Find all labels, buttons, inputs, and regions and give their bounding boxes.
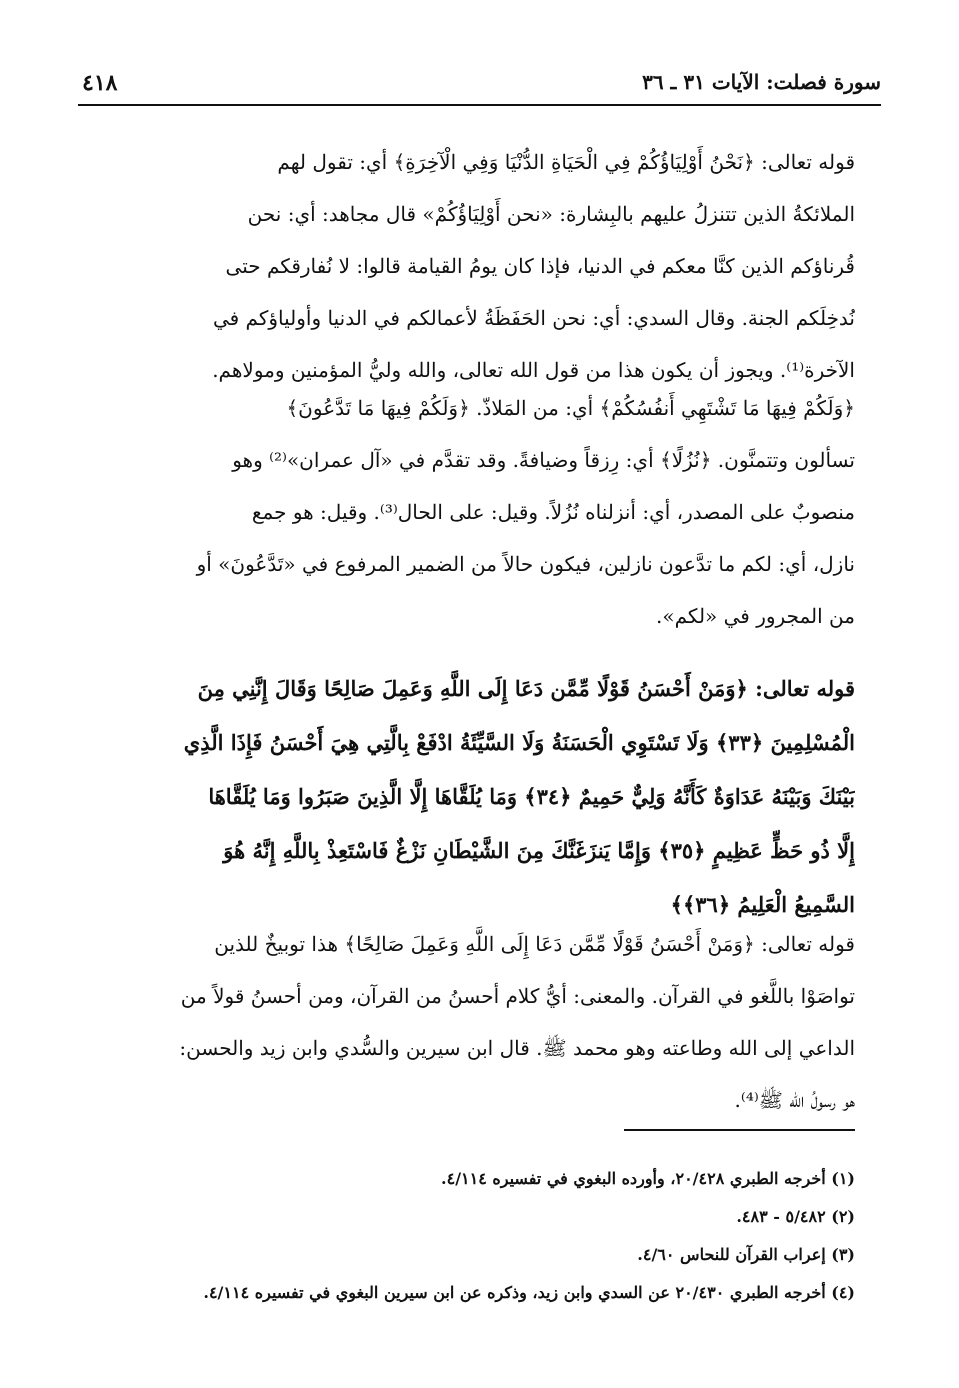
verse-line: إِلَّا ذُو حَظٍّ عَظِيمٍ ﴿٣٥﴾ وَإِمَّا يَنزَغَنَّكَ مِنَ الشَّيْطَانِ نَزْغٌ فَاسْتَعِذْ بِاللَّهِ إِنَّهُ هُوَ [223, 838, 855, 863]
page-number: ٤١٨ [82, 70, 118, 96]
footnote-divider [624, 1129, 855, 1131]
text-line: الملائكةُ الذين تتنزلُ عليهم بالبِشارة: «نحن أَوْلِيَاؤُكُمْ» قال مجاهد: أي: نحن [247, 202, 855, 226]
footnote-3: (٣) إعراب القرآن للنحاس ٤/٦٠. [637, 1245, 855, 1264]
commentary-section-1 [76, 136, 855, 396]
verse-line: السَّمِيعُ الْعَلِيمُ ﴿٣٦﴾﴾ [670, 892, 855, 917]
text-line: منصوبٌ على المصدر، أي: أنزلناه نُزُلاً. وقيل: على الحال⁽³⁾. وقيل: هو جمع [251, 500, 855, 524]
text-line: قوله تعالى: ﴿وَمَنْ أَحْسَنُ قَوْلًا مِّمَّن دَعَا إِلَى اللَّهِ وَعَمِلَ صَالِحًا﴾ هذا توبيخٌ للذين [214, 932, 855, 956]
text-line: الداعي إلى الله وطاعته وهو محمد ﷺ. قال ابن سيرين والسُّدي وابن زيد والحسن: [179, 1036, 855, 1060]
page-header [78, 68, 881, 102]
footnotes [76, 1160, 855, 1312]
surah-title: سورة فصلت: الآيات ٣١ ـ ٣٦ [642, 70, 881, 94]
commentary-section-3 [76, 918, 855, 1126]
footnote-1: (١) أخرجه الطبري ٢٠/٤٢٨، وأورده البغوي في تفسيره ٤/١١٤. [441, 1169, 855, 1188]
footnote-4: (٤) أخرجه الطبري ٢٠/٤٣٠ عن السدي وابن زيد، وذكره عن ابن سيرين البغوي في تفسيره ٤/١١٤. [203, 1283, 855, 1302]
text-line: الآخرة⁽¹⁾. ويجوز أن يكون هذا من قول الله تعالى، والله وليُّ المؤمنين ومولاهم. [212, 358, 855, 382]
text-line: نازل، أي: لكم ما تدَّعون نازلين، فيكون حالاً من الضمير المرفوع في «تَدَّعُونَ» أو [196, 552, 855, 576]
verse-line: قوله تعالى: ﴿وَمَنْ أَحْسَنُ قَوْلًا مِّمَّن دَعَا إِلَى اللَّهِ وَعَمِلَ صَالِحًا وَقَالَ إِنَّنِي مِنَ [197, 676, 855, 701]
text-line: هو رسولُ الله ﷺ⁽⁴⁾. [734, 1088, 855, 1112]
text-line: من المجرور في «لكم». [656, 604, 855, 628]
text-line: قُرناؤكم الذين كنَّا معكم في الدنيا، فإذا كان يومُ القيامة قالوا: لا نُفارقكم حتى [225, 254, 855, 278]
text-line: تسألون وتتمنَّون. ﴿نُزُلًا﴾ أي: رِزقاً وضيافةً. وقد تقدَّم في «آل عمران»⁽²⁾ وهو [232, 448, 855, 472]
text-line: ﴿وَلَكُمْ فِيهَا مَا تَشْتَهِي أَنفُسُكُمْ﴾ أي: من المَلاذّ. ﴿وَلَكُمْ فِيهَا مَا تَدَّعُونَ﴾ [286, 396, 855, 420]
text-line: قوله تعالى: ﴿نَحْنُ أَوْلِيَاؤُكُمْ فِي الْحَيَاةِ الدُّنْيَا وَفِي الْآخِرَةِ﴾ أي: تقول لهم [277, 150, 855, 174]
commentary-section-2 [76, 382, 855, 642]
verse-line: بَيْنَكَ وَبَيْنَهُ عَدَاوَةٌ كَأَنَّهُ وَلِيٌّ حَمِيمٌ ﴿٣٤﴾ وَمَا يُلَقَّاهَا إِلَّا الَّذِينَ صَبَرُوا وَمَا يُلَقَّاهَا [208, 784, 855, 809]
text-line: نُدخِلَكم الجنة. وقال السدي: أي: نحن الحَفَظَةُ لأعمالكم في الدنيا وأولياؤكم في [212, 306, 855, 330]
text-line: تواصَوْا باللَّغو في القرآن. والمعنى: أيُّ كلام أحسنُ من القرآن، ومن أحسنُ قولاً من [180, 984, 855, 1008]
verse-line: الْمُسْلِمِينَ ﴿٣٣﴾ وَلَا تَسْتَوِي الْحَسَنَةُ وَلَا السَّيِّئَةُ ادْفَعْ بِالَّتِي هِيَ أَحْسَنُ فَإِذَا الَّذِي [183, 730, 855, 755]
quran-verse-block [76, 662, 855, 932]
header-divider [78, 104, 881, 106]
footnote-2: (٢) ٥/٤٨٢ - ٤٨٣. [736, 1207, 855, 1226]
